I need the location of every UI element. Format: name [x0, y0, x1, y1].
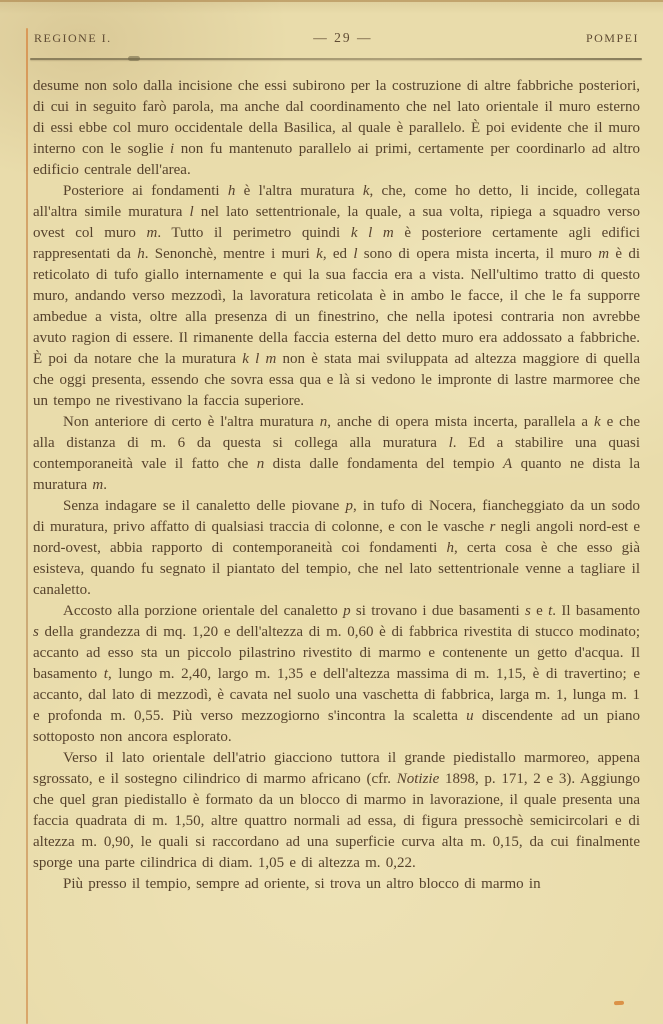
paragraph-text: .: [103, 477, 107, 493]
plan-label-italic: h: [137, 246, 145, 262]
page-body-text: [33, 76, 640, 895]
paragraph-text: , in tufo di Nocera, fiancheggiato da un sodo di muratura, privo affatto di qualsiasi traccia di colonne, e con le vasche: [33, 498, 640, 535]
paragraph-text: Senza indagare se il canaletto delle piovane: [63, 498, 346, 514]
plan-label-italic: r: [489, 519, 496, 535]
plan-label-italic: p: [343, 603, 351, 619]
paragraph-text: della grandezza di mq. 1,20 e dell'altezza di m. 0,60 è di fabbrica rivestita di stucco modinato; accanto ad esso sta un piccolo pilastrino rivestito di marmo e contenente un getto d'acqua. Il basamento: [33, 624, 640, 682]
paragraph-text: si trovano i due basamenti: [350, 603, 525, 619]
paragraph-text: è posteriore certamente agli edifici rappresentati da: [33, 225, 640, 262]
paragraph-text: discendente ad un piano sottoposto non ancora esplorato.: [33, 708, 640, 745]
scan-edge-top: [0, 0, 663, 2]
paragraph-text: desume non solo dalla incisione che essi subirono per la costruzione di altre fabbriche posteriori, di cui in seguito farò parola, ma anche dal coordinamento che nel lato orientale il muro esterno di essi ebbe col muro occidentale della Basilica, al quale è parallelo. È poi evidente che il muro interno con le soglie: [33, 78, 640, 157]
paragraph-text: , lungo m. 2,40, largo m. 1,35 e dell'altezza massima di m. 1,15, è di travertino; e accanto, dal lato di mezzodì, è cavata nel suolo una vaschetta di fabbrica, larga m. 1, lunga m. 1 e profonda m. 0,55. Più verso mezzogiorno s'incontra la scaletta: [33, 666, 640, 724]
paragraph-text: , anche di opera mista incerta, parallela a: [327, 414, 594, 430]
paragraph-text: Non anteriore di certo è l'altra muratura: [63, 414, 320, 430]
paragraph-text: nel lato settentrionale, la quale, a sua volta, ripiega a squadro verso ovest col muro: [33, 204, 640, 241]
plan-label-italic: t: [548, 603, 553, 619]
plan-label-italic: A: [503, 456, 513, 472]
paragraph-text: , che, come ho detto, li incide, collegata all'altra simile muratura: [33, 183, 640, 220]
paragraph-text: Più presso il tempio, sempre ad oriente, si trova un altro blocco di marmo in: [63, 876, 541, 892]
plan-label-italic: u: [466, 708, 474, 724]
plan-label-italic: m: [146, 225, 158, 241]
running-head: [34, 30, 639, 46]
paragraph-text: , certa cosa è che esso già esisteva, quando fu segnato il piantato del tempio, che nel lato settentrionale venne a tagliare il canaletto.: [33, 540, 640, 598]
paragraph-text: dista dalle fondamenta del tempio: [264, 456, 503, 472]
plan-label-italic: m: [598, 246, 610, 262]
paragraph-text: 1898, p. 171, 2 e 3). Aggiungo che quel gran piedistallo è formato da un blocco di marmo in lavorazione, il quale presenta una faccia quadrata di m. 1,50, altre quattro normali ad essa, di figura pressochè semicircolari e di altezza m. 0,90, le quali si raccordano ad una superficie curva alta m. 0,15, da cui finalmente sporge una parte cilindrica di diam. 1,05 e di altezza m. 0,22.: [33, 771, 640, 871]
plan-label-italic: t: [103, 666, 108, 682]
paragraph-text: . Il basamento: [552, 603, 640, 619]
running-head-region: REGIONE I.: [34, 31, 112, 45]
plan-label-italic: p: [345, 498, 353, 514]
paragraph: [33, 748, 640, 874]
scan-edge-left-line: [26, 28, 28, 1024]
paragraph-text: non è stata mai sviluppata ad altezza maggiore di quella che oggi presenta, essendo che sovra essa qua e là si vedono le impronte di lastre marmoree che un tempo ne rivestivano la faccia superiore.: [33, 351, 640, 409]
plan-label-italic: k l m: [242, 351, 277, 367]
plan-label-italic: s: [524, 603, 531, 619]
header-rule: [30, 58, 642, 60]
paragraph-text: non fu mantenuto parallelo ai primi, certamente per coordinarlo ad altro edificio centrale dell'area.: [33, 141, 640, 178]
plan-label-italic: n: [256, 456, 265, 472]
paragraph: [33, 496, 640, 601]
page-number: — 29 —: [313, 30, 373, 45]
plan-label-italic: i: [170, 141, 175, 157]
paragraph: [33, 181, 640, 412]
running-head-place: POMPEI: [585, 31, 639, 45]
plan-label-italic: k: [593, 414, 601, 430]
paragraph-text: è di reticolato di tufo giallo internamente e qui la sua faccia era a vista. Nell'ultimo tratto di questo muro, andando verso mezzodì, la lavoratura reticolata è in ambo le facce, il che le fa supporre ambedue a vista, oltre alla presenza di un finestrino, che nella ipotesi contraria non avrebbe avuto ragion di essere. Il rimanente della faccia esterna del detto muro era addossato a fabbriche. È poi da notare che la muratura: [33, 246, 640, 367]
plan-label-italic: n: [319, 414, 328, 430]
plan-label-italic: Notizie: [396, 771, 440, 787]
plan-label-italic: s: [33, 624, 39, 640]
plan-label-italic: h: [446, 540, 454, 556]
paragraph-text: . Ed a stabilire una quasi contemporaneità vale il fatto che: [33, 435, 640, 472]
paragraph-text: è l'altra muratura: [235, 183, 363, 199]
paragraph-text: e che alla distanza di m. 6 da questa si collega alla muratura: [33, 414, 640, 451]
paragraph-text: . Tutto il perimetro quindi: [157, 225, 351, 241]
paragraph-text: Verso il lato orientale dell'atrio giacciono tuttora il grande piedistallo marmoreo, appena sgrossato, e il sostegno cilindrico di marmo africano (cfr.: [33, 750, 640, 787]
plan-label-italic: k: [316, 246, 323, 262]
paragraph-text: e: [530, 603, 549, 619]
paragraph: [33, 874, 640, 895]
paragraph-text: quanto ne dista la muratura: [33, 456, 640, 493]
paragraph-text: , ed: [322, 246, 354, 262]
paragraph: [33, 412, 640, 496]
paragraph-text: Accosto alla porzione orientale del canaletto: [63, 603, 344, 619]
paragraph: [33, 601, 640, 748]
plan-label-italic: k l m: [350, 225, 394, 241]
plan-label-italic: k: [362, 183, 370, 199]
scan-corner-mark: [614, 1001, 624, 1006]
plan-label-italic: m: [92, 477, 104, 493]
plan-label-italic: l: [189, 204, 194, 220]
plan-label-italic: h: [227, 183, 236, 199]
paragraph-text: sono di opera mista incerta, il muro: [357, 246, 599, 262]
paragraph-text: Posteriore ai fondamenti: [63, 183, 228, 199]
plan-label-italic: l: [353, 246, 358, 262]
paragraph-text: negli angoli nord-est e nord-ovest, abbia rapporto di contemporaneità coi fondamenti: [33, 519, 640, 556]
paragraph: [33, 76, 640, 181]
plan-label-italic: l: [448, 435, 453, 451]
paragraph-text: . Senonchè, mentre i muri: [144, 246, 317, 262]
